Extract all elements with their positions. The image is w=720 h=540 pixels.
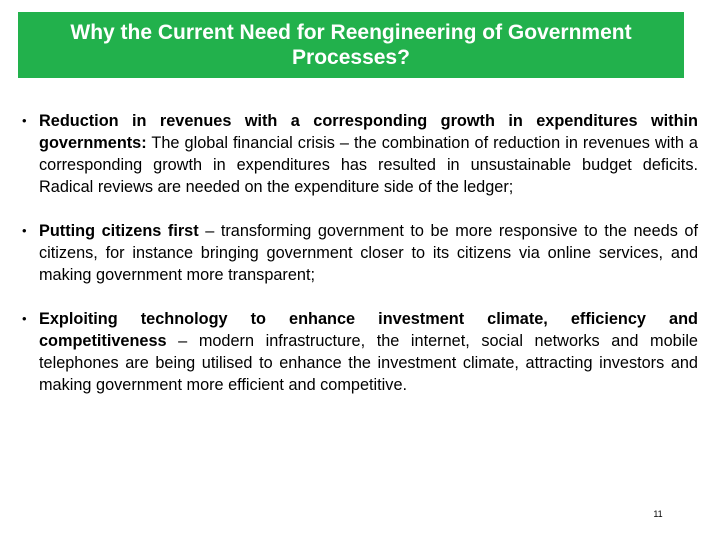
- bullet-marker: •: [22, 223, 27, 238]
- bullet-marker: •: [22, 311, 27, 326]
- bullet-marker: •: [22, 113, 27, 128]
- bullet-body-text: – transforming government to be more responsive to the needs of citizens, for instance bringing government closer to its citizens via online services, and making government more transparent;: [39, 222, 698, 284]
- bullet-item-citizens: [22, 220, 698, 286]
- bullet-body-text: – modern infrastructure, the internet, social networks and mobile telephones are being utilised to enhance the investment climate, attracting investors and making government more efficient and competitive.: [39, 332, 698, 394]
- bullet-item-technology: [22, 308, 698, 396]
- slide-page-number: 11: [653, 509, 663, 519]
- bullet-item-revenues: [22, 110, 698, 198]
- bullet-body-text: The global financial crisis – the combination of reduction in revenues with a corresponding growth in expenditures has resulted in unsustainable budget deficits. Radical reviews are needed on the expenditure side of the ledger;: [39, 134, 698, 196]
- bullet-list: [22, 110, 698, 396]
- title-banner: [18, 12, 684, 78]
- bullet-lead-text: Exploiting technology to enhance investment climate, efficiency and competitiveness: [39, 310, 698, 350]
- slide-title: Why the Current Need for Reengineering of Government Processes?: [70, 21, 632, 69]
- bullet-lead-text: Reduction in revenues with a corresponding growth in expenditures within governments:: [39, 112, 698, 152]
- bullet-lead-text: Putting citizens first: [39, 222, 199, 240]
